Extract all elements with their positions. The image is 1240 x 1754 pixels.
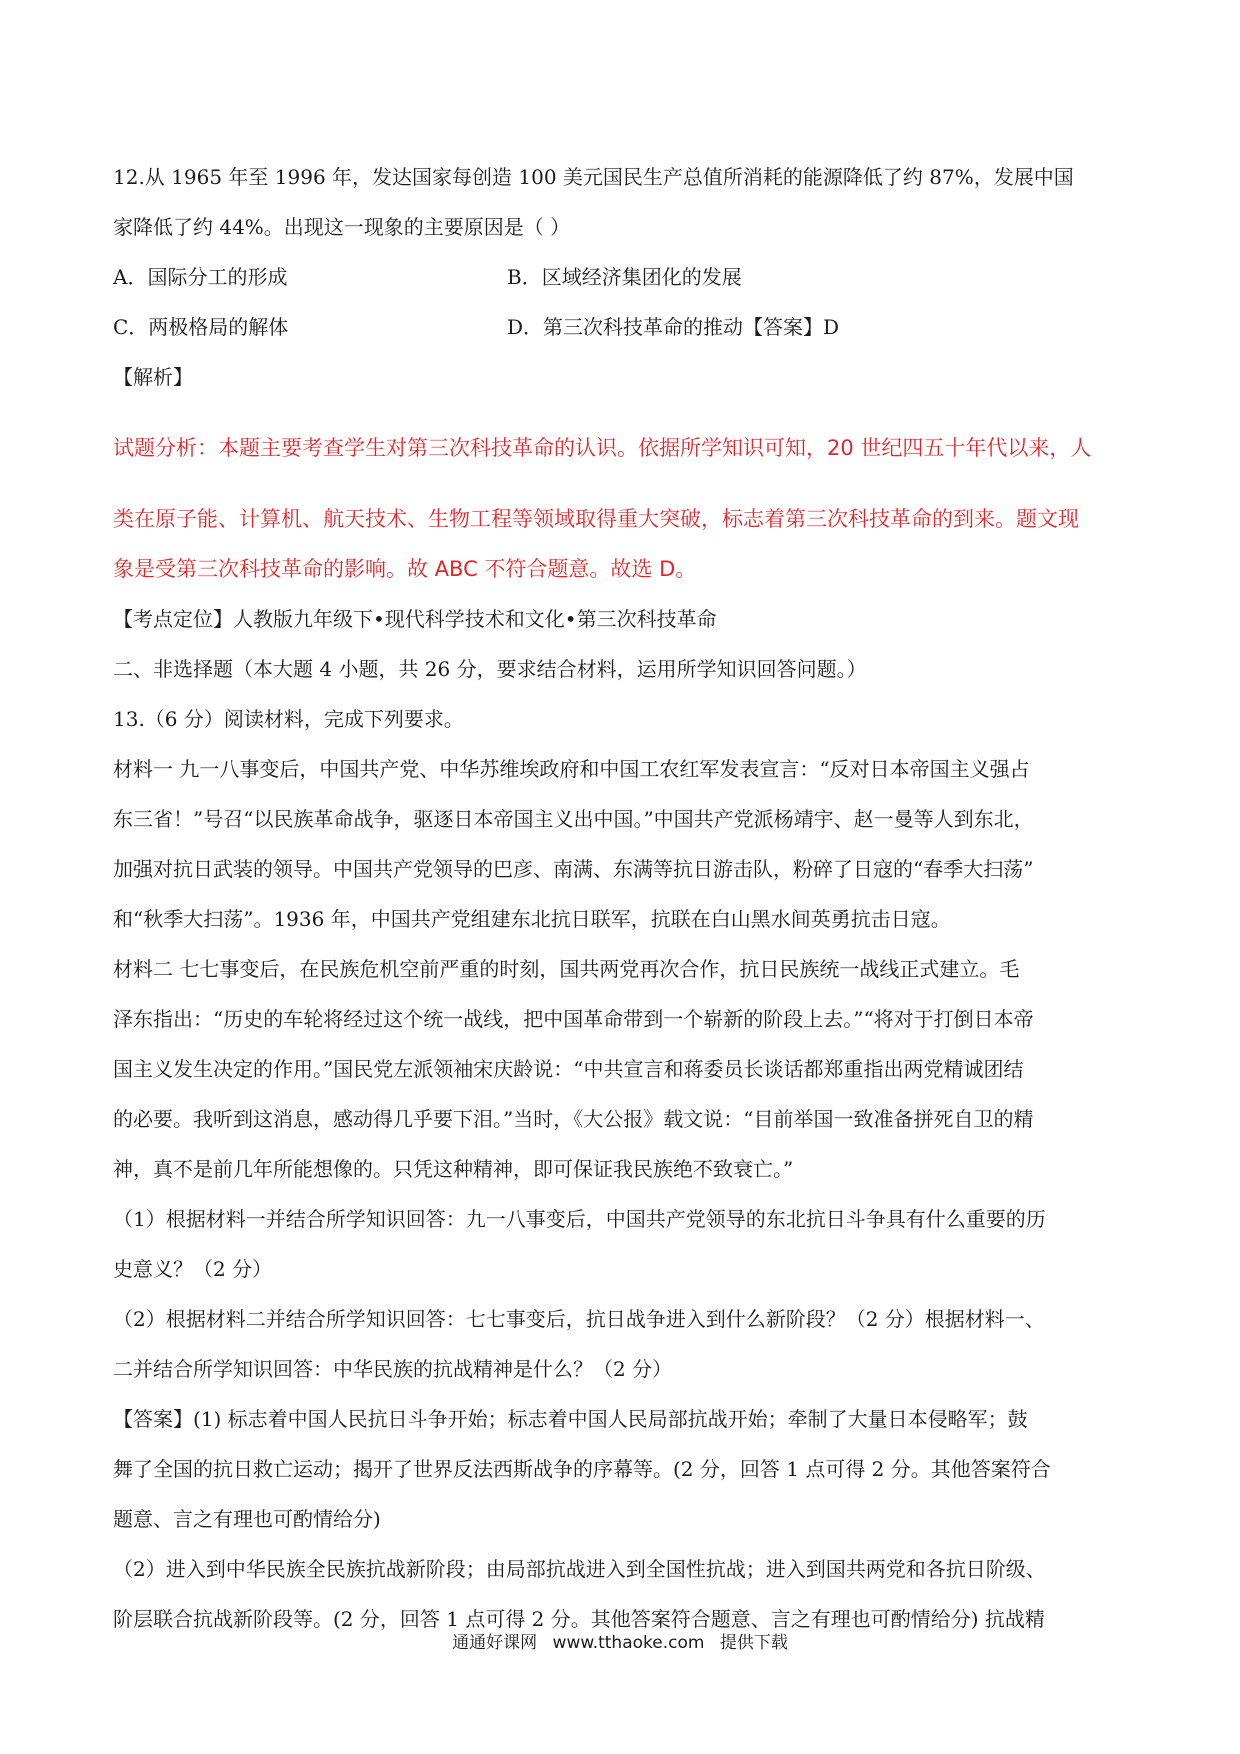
q12-option-a: A．国际分工的形成 [113, 265, 288, 289]
page-footer [0, 1628, 1240, 1653]
material1-line: 加强对抗日武装的领导。中国共产党领导的巴彦、南满、东满等抗日游击队，粉碎了日寇的“春季大扫荡” [113, 857, 1034, 881]
page-content [113, 152, 1133, 1644]
footer-site-name: 通通好课网 [452, 1633, 538, 1653]
material1-line: 材料一 九一八事变后，中国共产党、中华苏维埃政府和中国工农红军发表宣言：“反对日本帝国主义强占 [113, 757, 1030, 781]
q13-sub2 [113, 1294, 1133, 1394]
sub1-line: 史意义？（2 分） [113, 1257, 273, 1281]
q13-material1 [113, 744, 1133, 944]
q13-sub1 [113, 1194, 1133, 1294]
sub2-line: （2）根据材料二并结合所学知识回答：七七事变后，抗日战争进入到什么新阶段？（2 分）根据材料一、 [113, 1307, 1045, 1331]
answer1-line: 题意、言之有理也可酌情给分) [113, 1507, 381, 1531]
q12-option-d: D．第三次科技革命的推动【答案】D [507, 315, 840, 339]
q13-stem: 13.（6 分）阅读材料，完成下列要求。 [113, 707, 464, 731]
q13-material2 [113, 944, 1133, 1194]
answer2-line: 阶层联合抗战新阶段等。(2 分，回答 1 点可得 2 分。其他答案符合题意、言之有理也可酌情给分) 抗战精 [113, 1607, 1045, 1631]
sub1-line: （1）根据材料一并结合所学知识回答：九一八事变后，中国共产党领导的东北抗日斗争具有什么重要的历 [113, 1207, 1046, 1231]
material2-line: 神，真不是前几年所能想像的。只凭这种精神，即可保证我民族绝不致衰亡。” [113, 1157, 794, 1181]
material1-line: 和“秋季大扫荡”。1936 年，中国共产党组建东北抗日联军，抗联在白山黑水间英勇抗击日寇。 [113, 907, 951, 931]
answer1-line: 【答案】(1) 标志着中国人民抗日斗争开始；标志着中国人民局部抗战开始；牵制了大量日本侵略军；鼓 [113, 1407, 1028, 1431]
answer1-line: 舞了全国的抗日救亡运动；揭开了世界反法西斯战争的序幕等。(2 分，回答 1 点可得 2 分。其他答案符合 [113, 1457, 1051, 1481]
analysis-red-line3: 象是受第三次科技革命的影响。故 ABC 不符合题意。故选 D。 [113, 557, 697, 581]
material2-line: 材料二 七七事变后，在民族危机空前严重的时刻，国共两党再次合作，抗日民族统一战线正式建立。毛 [113, 957, 1020, 981]
material1-line: 东三省！”号召“以民族革命战争，驱逐日本帝国主义出中国。”中国共产党派杨靖宇、赵一曼等人到东北， [113, 807, 1034, 831]
q12-stem-line2: 家降低了约 44%。出现这一现象的主要原因是（ ） [113, 215, 571, 239]
answer2-line: （2）进入到中华民族全民族抗战新阶段；由局部抗战进入到全国性抗战；进入到国共两党和各抗日阶级、 [113, 1557, 1046, 1581]
q13-answer1 [113, 1394, 1133, 1544]
kaodian-line: 【考点定位】人教版九年级下•现代科学技术和文化•第三次科技革命 [113, 607, 717, 631]
q12-option-c: C．两极格局的解体 [113, 315, 289, 339]
sub2-line: 二并结合所学知识回答：中华民族的抗战精神是什么？（2 分） [113, 1357, 673, 1381]
material2-line: 国主义发生决定的作用。”国民党左派领袖宋庆龄说：“中共宣言和蒋委员长谈话都郑重指出两党精诚团结 [113, 1057, 1024, 1081]
q12-options-row2 [113, 302, 1133, 352]
footer-url-link[interactable]: www.tthaoke.com [552, 1633, 705, 1653]
q12-stem-line1: 12.从 1965 年至 1996 年，发达国家每创造 100 美元国民生产总值所消耗的能源降低了约 87%，发展中国 [113, 165, 1074, 189]
analysis-red-line1: 试题分析：本题主要考查学生对第三次科技革命的认识。依据所学知识可知，20 世纪四五十年代以来，人 [113, 436, 1092, 460]
material2-line: 泽东指出：“历史的车轮将经过这个统一战线，把中国革命带到一个崭新的阶段上去。”“将对于打倒日本帝 [113, 1007, 1034, 1031]
q12-option-b: B．区域经济集团化的发展 [507, 265, 742, 289]
analysis-heading: 【解析】 [113, 365, 193, 389]
footer-suffix: 提供下载 [719, 1633, 788, 1653]
analysis-red-line2: 类在原子能、计算机、航天技术、生物工程等领域取得重大突破，标志着第三次科技革命的到来。题文现 [113, 507, 1079, 531]
material2-line: 的必要。我听到这消息，感动得几乎要下泪。”当时，《大公报》载文说：“目前举国一致准备拼死自卫的精 [113, 1107, 1034, 1131]
q12-options-row1 [113, 252, 1133, 302]
section2-heading: 二、非选择题（本大题 4 小题，共 26 分，要求结合材料，运用所学知识回答问题。） [113, 657, 867, 681]
